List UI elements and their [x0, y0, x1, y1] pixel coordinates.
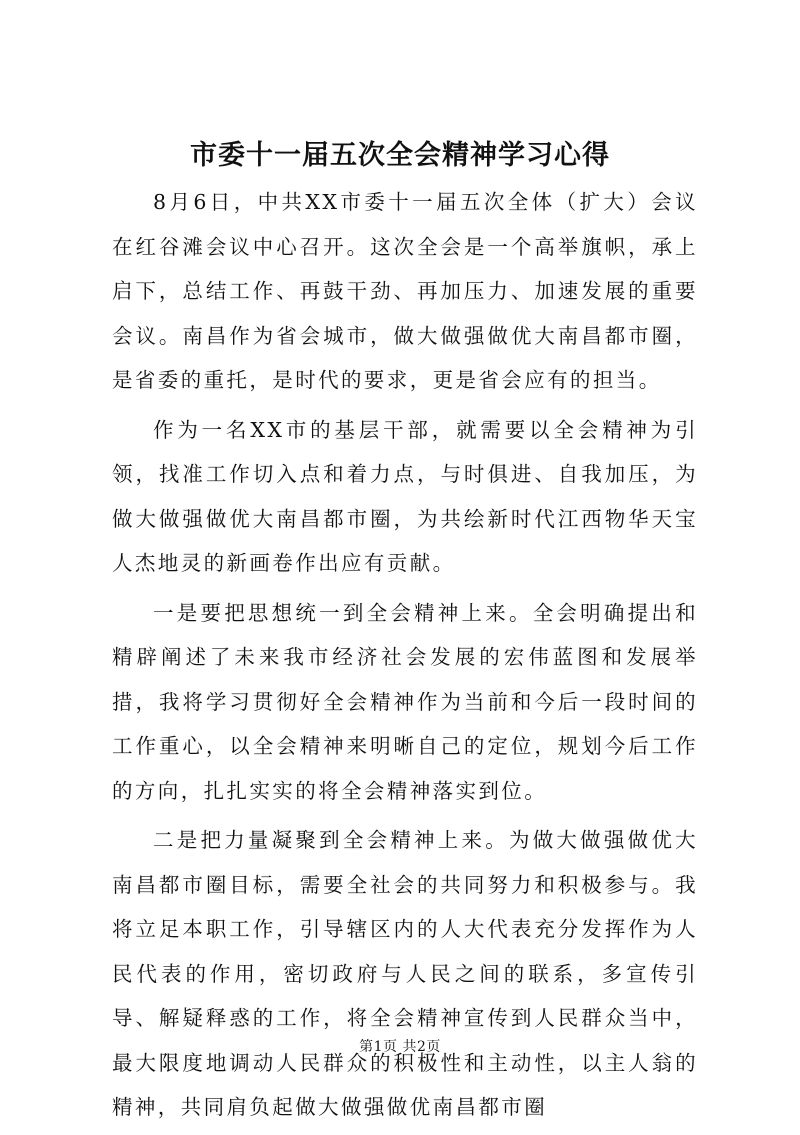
paragraph-2: 作为一名XX市的基层干部，就需要以全会精神为引领，找准工作切入点和着力点，与时俱进、自我加压，为做大做强做优大南昌都市圈，为共绘新时代江西物华天宝人杰地灵的新画卷作出应有贡献。: [112, 417, 698, 575]
document-title: 市委十一届五次全会精神学习心得: [190, 140, 610, 171]
document-body: [112, 180, 698, 1135]
paragraph-1: 8月6日，中共XX市委十一届五次全体（扩大）会议在红谷滩会议中心召开。这次全会是一个高举旗帜，承上启下，总结工作、再鼓干劲、再加压力、加速发展的重要会议。南昌作为省会城市，做大做强做优大南昌都市圈，是省委的重托，是时代的要求，更是省会应有的担当。: [112, 190, 698, 392]
paragraph-3: 一是要把思想统一到全会精神上来。全会明确提出和精辟阐述了未来我市经济社会发展的宏伟蓝图和发展举措，我将学习贯彻好全会精神作为当前和今后一段时间的工作重心，以全会精神来明晰自己的定位，规划今后工作的方向，扎扎实实的将全会精神落实到位。: [112, 600, 698, 803]
paragraph-4: 二是把力量凝聚到全会精神上来。为做大做强做优大南昌都市圈目标，需要全社会的共同努力和积极参与。我将立足本职工作，引导辖区内的人大代表充分发挥作为人民代表的作用，密切政府与人民之间的联系，多宣传引导、解疑释惑的工作，将全会精神宣传到人民群众当中，最大限度地调动人民群众的积极性和主动性，以主人翁的精神，共同肩负起做大做强做优南昌都市圈: [112, 828, 698, 1119]
page-footer: 第1页 共2页: [359, 1039, 441, 1055]
